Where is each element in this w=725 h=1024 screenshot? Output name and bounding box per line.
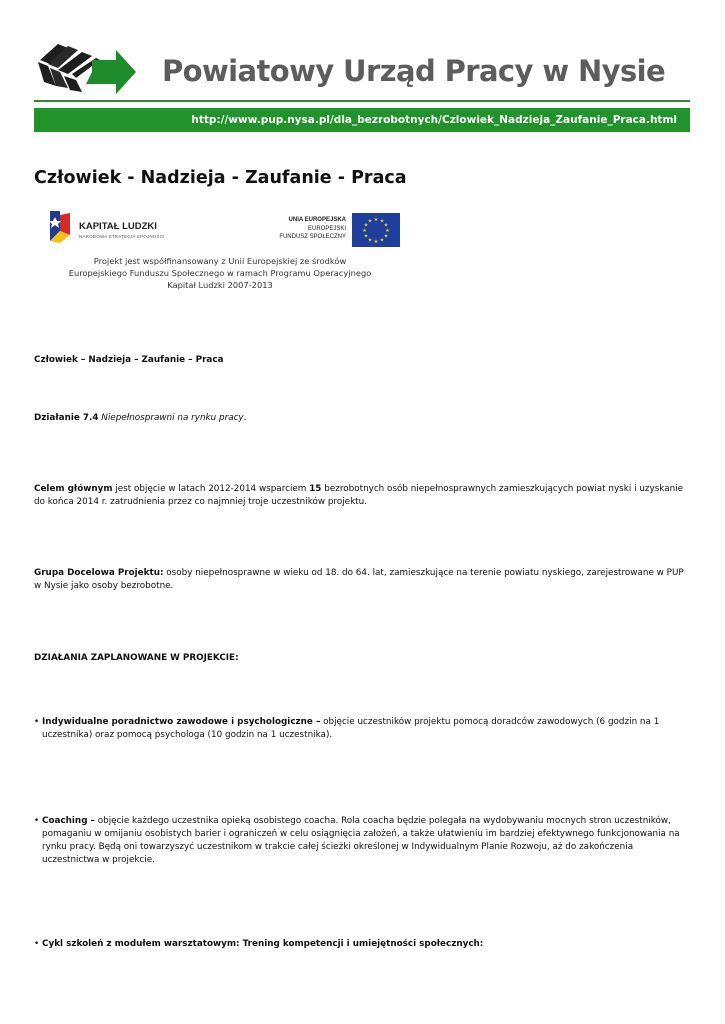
svg-text:★: ★ [373, 239, 379, 245]
eu-line1: UNIA EUROPEJSKA [288, 217, 346, 223]
svg-text:★: ★ [379, 237, 385, 244]
bullet-icon: • [34, 939, 40, 949]
list-item-text: objęcie uczestników projektu pomocą doradców zawodowych (6 godzin na 1 uczestnika) oraz pomocą psychologa (10 godzin na 1 uczestnika). [42, 717, 660, 740]
action-text: Niepełnosprawni na rynku pracy [101, 413, 244, 423]
kl-logo-subtext: NARODOWA STRATEGIA SPÓJNOŚCI [79, 234, 165, 239]
url-bar: http://www.pup.nysa.pl/dla_bezrobotnych/Czlowiek_Nadzieja_Zaufanie_Praca.html [34, 108, 690, 132]
site-header [0, 0, 725, 100]
list-item-label: Coaching – [42, 816, 95, 826]
pup-logo-icon [36, 40, 138, 94]
funding-caption-line2: Europejskiego Funduszu Społecznego w ramach Programu Operacyjnego [68, 268, 372, 278]
goal-label: Celem głównym [34, 484, 113, 494]
action-label: Działanie 7.4 [34, 413, 99, 423]
page-title: Człowiek - Nadzieja - Zaufanie - Praca [34, 168, 407, 188]
site-title: Powiatowy Urząd Pracy w Nysie [162, 54, 666, 88]
target-label: Grupa Docelowa Projektu: [34, 568, 164, 578]
funding-logos [40, 205, 400, 295]
list-item [34, 938, 689, 951]
list-item-text: objęcie każdego uczestnika opieką osobistego coacha. Rola coacha będzie polegała na wydobywaniu mocnych stron uczestników, pomaganiu w omijaniu osobistych barier i ograniczeń w celu osiągnięcia założeń, a także ułatwieniu im bardziej efektywnego funkcjonowania na rynku pracy. Będą oni towarzyszyć uczestnikom w trakcie całej ścieżki określonej w Indywidualnym Planie Rozwoju, aż do zakończenia uczestnictwa w projekcie. [42, 816, 680, 865]
bullet-icon: • [34, 816, 40, 826]
target-group-paragraph [34, 567, 689, 593]
kapital-ludzki-logo [44, 209, 194, 251]
list-item-label: Indywidualne poradnictwo zawodowe i psychologiczne – [42, 717, 321, 727]
list-item-label: Cykl szkoleń z modułem warsztatowym: Trening kompetencji i umiejętności społecznych: [42, 939, 484, 949]
funding-caption [44, 255, 396, 291]
bullet-icon: • [34, 717, 40, 727]
funding-caption-line1: Projekt jest współfinansowany z Unii Europejskiej ze środków [93, 256, 347, 266]
kl-logo-text: KAPITAŁ LUDZKI [79, 221, 157, 232]
goal-number: 15 [309, 484, 322, 494]
actions-heading-text: DZIAŁANIA ZAPLANOWANE W PROJEKCIE: [34, 653, 239, 663]
list-item [34, 716, 689, 742]
header-divider [34, 100, 690, 102]
eu-logo-text [279, 216, 346, 242]
svg-text:★: ★ [383, 233, 389, 240]
goal-text-2: bezrobotnych osób niepełnosprawnych zamieszkujących powiat nyski i uzyskanie do końca 2014 r. zatrudnienia przez co najmniej troje uczestników projektu. [34, 484, 684, 507]
subtitle [34, 354, 689, 367]
subtitle-text: Człowiek – Nadzieja – Zaufanie – Praca [34, 355, 224, 365]
action-period: . [243, 413, 247, 423]
goal-paragraph [34, 483, 689, 509]
svg-text:★: ★ [363, 233, 369, 240]
kapital-ludzki-icon [46, 209, 72, 245]
funding-caption-line3: Kapitał Ludzki 2007-2013 [167, 280, 273, 290]
svg-text:★: ★ [373, 217, 379, 223]
target-text: osoby niepełnosprawne w wieku od 18. do 64. lat, zamieszkujące na terenie powiatu nyskiego, zarejestrowane w PUP w Nysie jako osoby bezrobotne. [34, 568, 684, 591]
actions-heading [34, 652, 689, 665]
eu-logo [262, 213, 400, 249]
svg-text:★: ★ [363, 222, 369, 229]
eu-line3: FUNDUSZ SPOŁECZNY [279, 234, 346, 240]
svg-text:★: ★ [367, 237, 373, 244]
eu-flag-icon [352, 213, 400, 247]
svg-text:★: ★ [367, 218, 373, 225]
goal-text-1: jest objęcie w latach 2012-2014 wsparciem [112, 484, 310, 494]
svg-text:★: ★ [362, 228, 367, 234]
svg-text:★: ★ [383, 222, 389, 229]
list-item [34, 815, 689, 867]
action-paragraph [34, 412, 689, 425]
svg-text:★: ★ [385, 228, 390, 234]
eu-line2: EUROPEJSKI [307, 225, 346, 232]
svg-text:★: ★ [379, 218, 385, 225]
